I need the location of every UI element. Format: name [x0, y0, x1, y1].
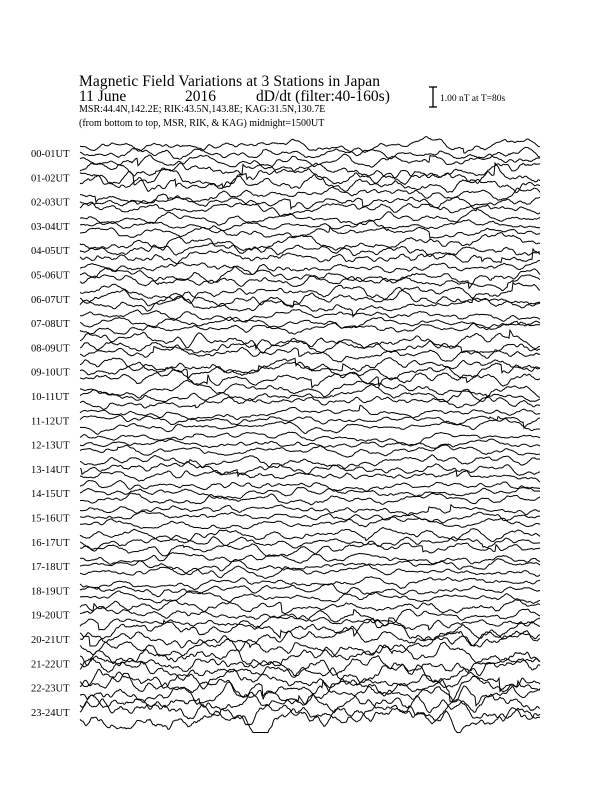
hour-label: 07-08UT [31, 319, 70, 331]
hour-label: 12-13UT [31, 440, 70, 452]
trace-msr [80, 493, 540, 505]
trace-msr [80, 543, 540, 556]
trace-kag [80, 405, 540, 420]
trace-msr [80, 417, 540, 435]
hour-label: 04-05UT [31, 246, 70, 258]
trace-kag [80, 187, 540, 203]
trace-kag [80, 380, 540, 398]
trace-rik [80, 147, 540, 159]
hour-label: 21-22UT [31, 659, 70, 671]
hour-label: 06-07UT [31, 294, 70, 306]
hour-label: 17-18UT [31, 562, 70, 574]
trace-msr [80, 445, 540, 457]
chart-year: 2016 [185, 88, 216, 105]
chart-title: Magnetic Field Variations at 3 Stations in Japan [79, 73, 381, 90]
hour-row [80, 432, 540, 457]
hour-label: 05-06UT [31, 270, 70, 282]
trace-rik [80, 220, 540, 231]
trace-msr [80, 632, 540, 657]
trace-rik [80, 486, 540, 499]
hour-row [80, 282, 540, 317]
hour-label: 18-19UT [31, 586, 70, 598]
hour-row [80, 577, 540, 604]
trace-msr [80, 708, 540, 733]
trace-rik [80, 385, 540, 404]
trace-rik [80, 656, 540, 677]
hour-row [80, 455, 540, 482]
trace-kag [80, 330, 540, 350]
trace-rik [80, 512, 540, 524]
trace-msr [80, 680, 540, 705]
hour-label: 02-03UT [31, 197, 70, 209]
trace-msr [80, 517, 540, 529]
trace-kag [80, 358, 540, 374]
trace-kag [80, 455, 540, 469]
hour-row [80, 187, 540, 216]
hour-label: 16-17UT [31, 537, 70, 549]
trace-kag [80, 310, 540, 323]
trace-kag [80, 599, 540, 614]
trace-rik [80, 415, 540, 428]
hour-row [80, 310, 540, 335]
trace-rik [80, 673, 540, 701]
hour-row [80, 405, 540, 434]
trace-msr [80, 275, 540, 291]
hour-row [80, 163, 540, 193]
hour-row [80, 330, 540, 362]
hour-row [80, 480, 540, 504]
hour-row [80, 261, 540, 291]
hour-row [80, 358, 540, 388]
hour-label: 11-12UT [31, 416, 70, 428]
hour-label: 03-04UT [31, 221, 70, 233]
chart-data-type: dD/dt (filter:40-160s) [256, 88, 390, 105]
hour-label: 22-23UT [31, 683, 70, 695]
hour-row [80, 233, 540, 264]
hour-row [80, 553, 540, 579]
scale-label: 1.00 nT at T=80s [440, 94, 506, 104]
trace-kag [80, 261, 540, 275]
hour-row [80, 669, 540, 706]
hour-label: 13-14UT [31, 464, 70, 476]
hour-label: 10-11UT [31, 392, 70, 403]
chart-date: 11 June [79, 88, 127, 105]
trace-msr [80, 591, 540, 604]
trace-msr [80, 322, 540, 334]
hour-label: 01-02UT [31, 173, 70, 185]
hour-row [80, 505, 540, 529]
hour-label: 15-16UT [31, 513, 70, 525]
hour-row [80, 137, 540, 169]
station-order-note: (from bottom to top, MSR, RIK, & KAG) midnight=1500UT [79, 118, 325, 129]
hour-label: 08-09UT [31, 343, 70, 355]
hour-row [80, 528, 540, 557]
trace-kag [80, 669, 540, 691]
trace-msr [80, 174, 540, 193]
station-coordinates: MSR:44.4N,142.2E; RIK:43.5N,143.8E; KAG:31.5N,130.7E [79, 104, 326, 115]
trace-kag [80, 553, 540, 566]
hour-row [80, 380, 540, 409]
trace-msr [80, 345, 540, 362]
trace-rik [80, 317, 540, 328]
trace-msr [80, 470, 540, 482]
hour-label: 23-24UT [31, 707, 70, 719]
hour-row [80, 209, 540, 239]
trace-kag [80, 480, 540, 491]
trace-msr [80, 202, 540, 216]
hour-label: 00-01UT [31, 149, 70, 160]
trace-kag [80, 528, 540, 542]
trace-kag [80, 137, 540, 154]
hour-row [80, 599, 540, 630]
hour-label: 19-20UT [31, 610, 70, 622]
hour-label: 20-21UT [31, 635, 70, 646]
hour-label: 14-15UT [31, 489, 70, 501]
trace-kag [80, 692, 540, 716]
hour-label: 09-10UT [31, 367, 70, 379]
trace-msr [80, 393, 540, 410]
hour-row [80, 618, 540, 656]
